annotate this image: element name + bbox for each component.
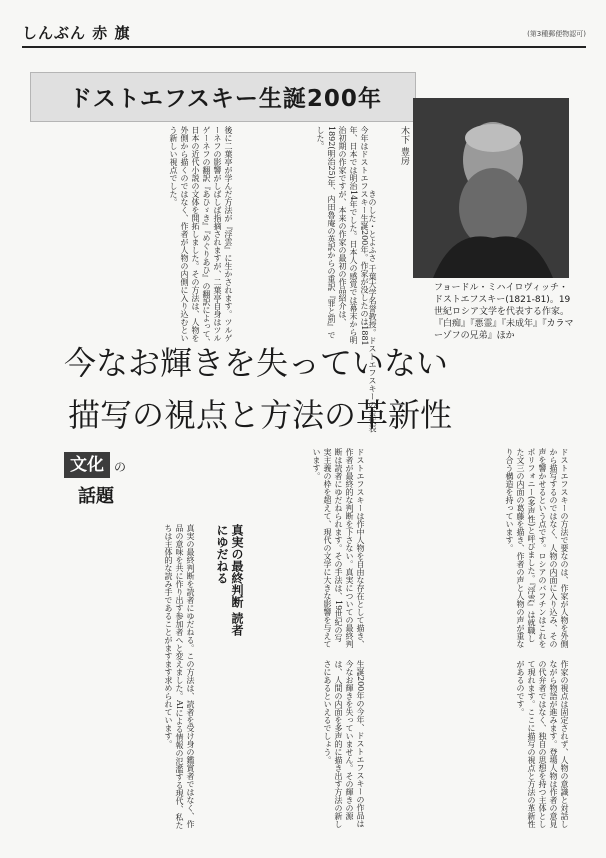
- author-portrait: [413, 98, 569, 278]
- article-body-top: 後に二葉亭が学んだ方法が『浮雲』に生かされます。ツルゲーネフの影響がしばしば指摘されますが、二葉亭自身はツルゲーネフの翻訳『あひゞき』『めぐりあひ』の翻訳によって、日本の近代小説の文体を開拓しました。その方法は、人物を外側から描くのではなく、作者が人物の内側に入り込むという新しい視点でした。: [169, 126, 233, 346]
- logo-topic: 話題: [78, 486, 114, 507]
- article-body-1: ドストエフスキーの方法で要なのは、作家が人物を外側から描写するのではなく、人物の内面に入り込み、その声を響かせるという点です。ロシアのバフチンはこれをポリフォニー(多声性)と呼びました。『浮雲』は就職した文三の内面の葛藤を描き、作者の声と人物の声が重なり合う構造を持っています。: [505, 448, 569, 648]
- article-body-3: 作家の視点は固定されず、人物の意識と対話しながら物語が進みます。登場人物は作者の意見の代弁者ではなく、独自の思想を持つ主体として現れます。ここに描写の視点と方法の革新性があるのです。: [516, 660, 569, 828]
- logo-culture: 文化: [64, 452, 110, 478]
- author-name: 木下 豊房: [399, 126, 409, 165]
- article-lead: 今年はドストエフスキー生誕200年。作家が没したのは1881年、日本では明治14年でした。日本人の感覚では幕末から明治初期の作家ですが、本来の作家の最初の作品紹介は、1892(明治25)年、内田魯庵の英訳からの重訳『罪と罰』でした。: [316, 126, 369, 346]
- article-body-5: 生誕200年の今年、ドストエフスキーの作品は今なお輝きを失っていません。その輝きの源は、人間の内面を多声的に描き出す方法の新しさにあるといえるでしょう。: [323, 660, 365, 828]
- postal-note: (第3種郵便物認可): [527, 30, 586, 38]
- headline-1: 今なお輝きを失っていない: [64, 344, 449, 382]
- author-bio: きのした・とよふさ 千葉大学名誉教授。ドストエフスキーの会代表: [368, 190, 377, 433]
- photo-caption: フョードル・ミハイロヴィッチ・ドストエフスキー(1821-81)。19世紀ロシア文学を代表する作家。『白痴』『悪霊』『未成年』『カラマーゾフの兄弟』ほか: [434, 283, 574, 341]
- article-body-4: 真実の最終判断を読者にゆだねる。この方法は、読者を受け身の鑑賞者ではなく、作品の意味を共に作り出す参加者へと変えました。AIによる情報の氾濫する現代、私たちは主体的な読み手であることがますます求められています。: [164, 524, 195, 829]
- banner-title: ドストエフスキー生誕200年: [69, 86, 382, 112]
- logo-no: の: [114, 460, 127, 474]
- article-body-2: ドストエフスキーは作中人物を自由な存在として描き、作者が最終的な判断を下さない。真実についての最終判断は読者にゆだねられます。その手法は、19世紀の写実主義の枠を超えて、現代の文学に大きな影響を与えています。: [312, 448, 365, 648]
- headline-2: 描写の視点と方法の革新性: [68, 396, 453, 434]
- masthead: [22, 20, 586, 48]
- banner: [30, 72, 416, 122]
- culture-topic-logo: [64, 452, 146, 510]
- subheading: 真実の最終判断 読者にゆだねる: [215, 524, 244, 637]
- paper-name: しんぶん 赤 旗: [22, 24, 131, 42]
